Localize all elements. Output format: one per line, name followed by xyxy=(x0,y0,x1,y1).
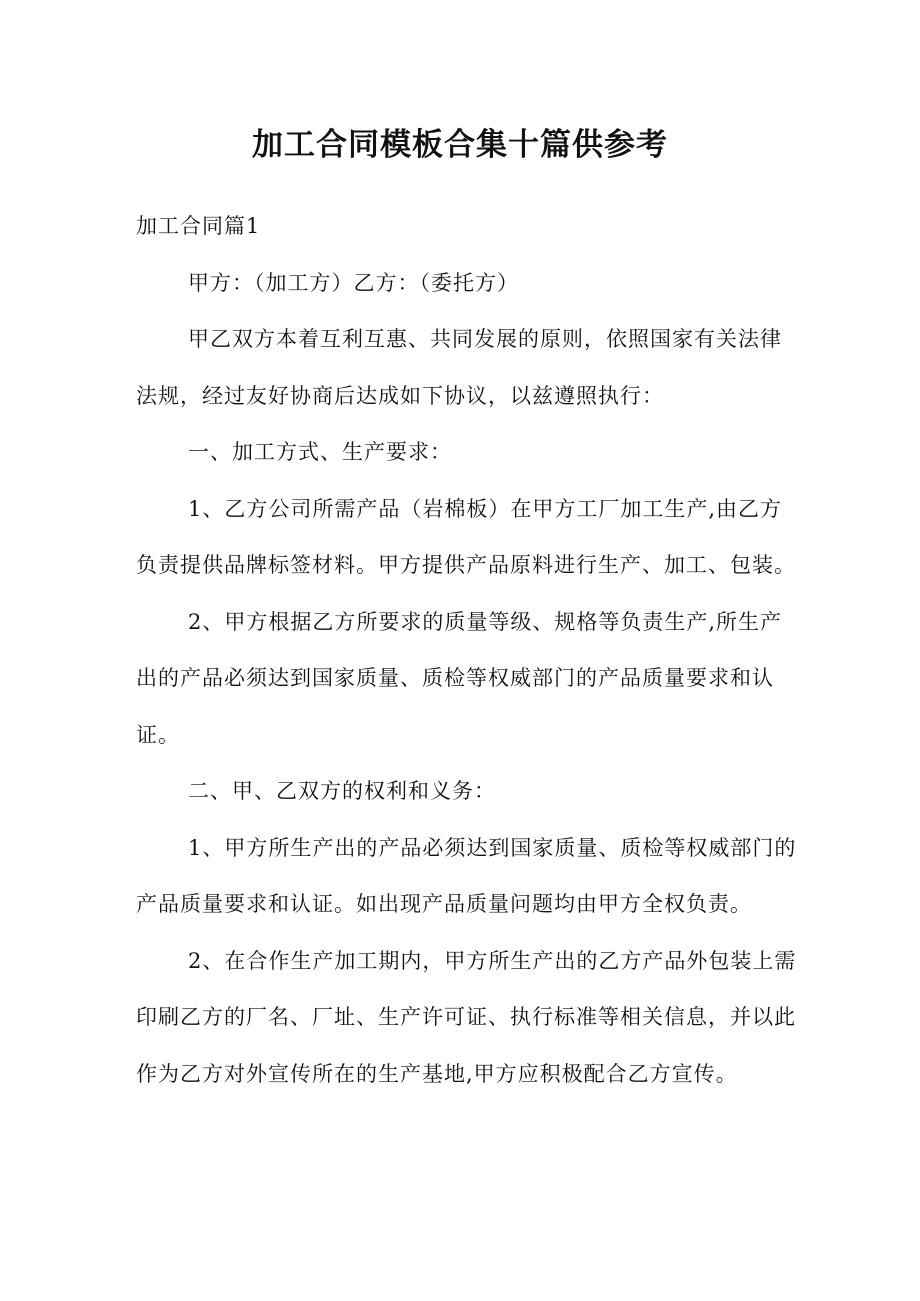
clause-1-item-1: 1、乙方公司所需产品（岩棉板）在甲方工厂加工生产,由乙方负责提供品牌标签材料。甲方提供产品原料进行生产、加工、包装。 xyxy=(136,496,796,577)
clause-1-item-2: 2、甲方根据乙方所要求的质量等级、规格等负责生产,所生产出的产品必须达到国家质量、质检等权威部门的产品质量要求和认证。 xyxy=(136,609,783,747)
paragraph-preamble: 甲乙双方本着互利互惠、共同发展的原则，依照国家有关法律法规，经过友好协商后达成如下协议，以兹遵照执行： xyxy=(136,327,782,408)
paragraph-parties: 甲方：（加工方）乙方：（委托方） xyxy=(188,270,519,295)
document-body xyxy=(136,198,798,1102)
clause-2-item-1: 1、甲方所生产出的产品必须达到国家质量、质检等权威部门的产品质量要求和认证。如出现产品质量问题均由甲方全权负责。 xyxy=(136,835,797,916)
clause-2-item-2: 2、在合作生产加工期内，甲方所生产出的乙方产品外包装上需印刷乙方的厂名、厂址、生产许可证、执行标准等相关信息，并以此作为乙方对外宣传所在的生产基地,甲方应积极配合乙方宣传。 xyxy=(136,948,797,1086)
section-heading: 加工合同篇1 xyxy=(136,214,261,238)
document-title: 加工合同模板合集十篇供参考 xyxy=(252,127,668,163)
clause-heading-2: 二、甲、乙双方的权利和义务： xyxy=(188,779,496,803)
clause-heading-1: 一、加工方式、生产要求： xyxy=(188,440,452,464)
